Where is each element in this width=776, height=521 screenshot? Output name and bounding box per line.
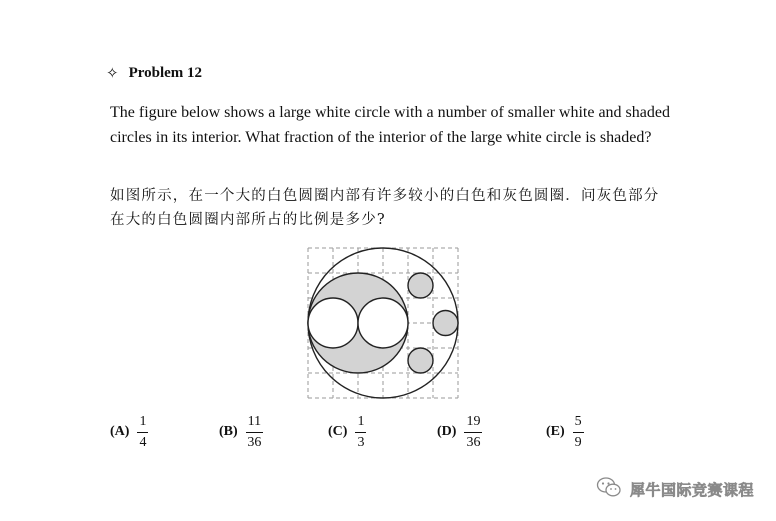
question-chinese [110, 184, 670, 232]
choice-e-denominator: 9 [574, 434, 582, 450]
choice-d-numerator: 19 [464, 414, 482, 433]
choice-d-label: (D) [437, 424, 457, 439]
question-chinese-line-2: 在大的白色圆圈内部所占的比例是多少? [110, 212, 386, 228]
choice-b[interactable] [219, 410, 263, 454]
choice-a-fraction [137, 414, 148, 451]
choice-d[interactable] [437, 410, 482, 454]
choice-e-label: (E) [546, 424, 565, 439]
shaded-small-circle-middle [433, 311, 458, 336]
choice-b-fraction [246, 414, 263, 451]
shaded-small-circle-top [408, 273, 433, 298]
question-english: The figure below shows a large white circle with a number of smaller white and shaded circles in its interior. What fraction of the interior of the large white circle is shaded? [110, 104, 670, 146]
choice-a-label: (A) [110, 424, 130, 439]
choice-c[interactable] [328, 410, 366, 454]
white-small-circle-left [308, 298, 358, 348]
wechat-icon [596, 476, 622, 502]
choice-a-numerator: 1 [137, 414, 148, 433]
choice-b-numerator: 11 [246, 414, 263, 433]
choice-b-label: (B) [219, 424, 238, 439]
choice-a[interactable] [110, 410, 148, 454]
circle-figure-svg [305, 245, 461, 401]
problem-heading [106, 64, 202, 82]
choice-d-fraction [464, 414, 482, 451]
choice-b-denominator: 36 [247, 434, 262, 450]
choice-c-label: (C) [328, 424, 348, 439]
question-chinese-line-1: 如图所示，在一个大的白色圆圈内部有许多较小的白色和灰色圆圈．问灰色部分 [110, 188, 660, 204]
choice-c-numerator: 1 [355, 414, 366, 433]
star-icon: ✧ [106, 64, 119, 82]
problem-title: Problem 12 [128, 64, 203, 81]
white-small-circle-right [358, 298, 408, 348]
choice-a-denominator: 4 [139, 434, 147, 450]
circle-figure [305, 245, 461, 406]
watermark-text: 犀牛国际竞赛课程 [629, 480, 754, 499]
watermark [596, 476, 754, 502]
choice-d-denominator: 36 [466, 434, 481, 450]
choice-e[interactable] [546, 410, 584, 454]
shaded-small-circle-bottom [408, 348, 433, 373]
choice-e-fraction [573, 414, 584, 451]
choice-e-numerator: 5 [573, 414, 584, 433]
choice-c-denominator: 3 [357, 434, 365, 450]
choice-c-fraction [355, 414, 366, 451]
answer-choices [0, 410, 776, 454]
